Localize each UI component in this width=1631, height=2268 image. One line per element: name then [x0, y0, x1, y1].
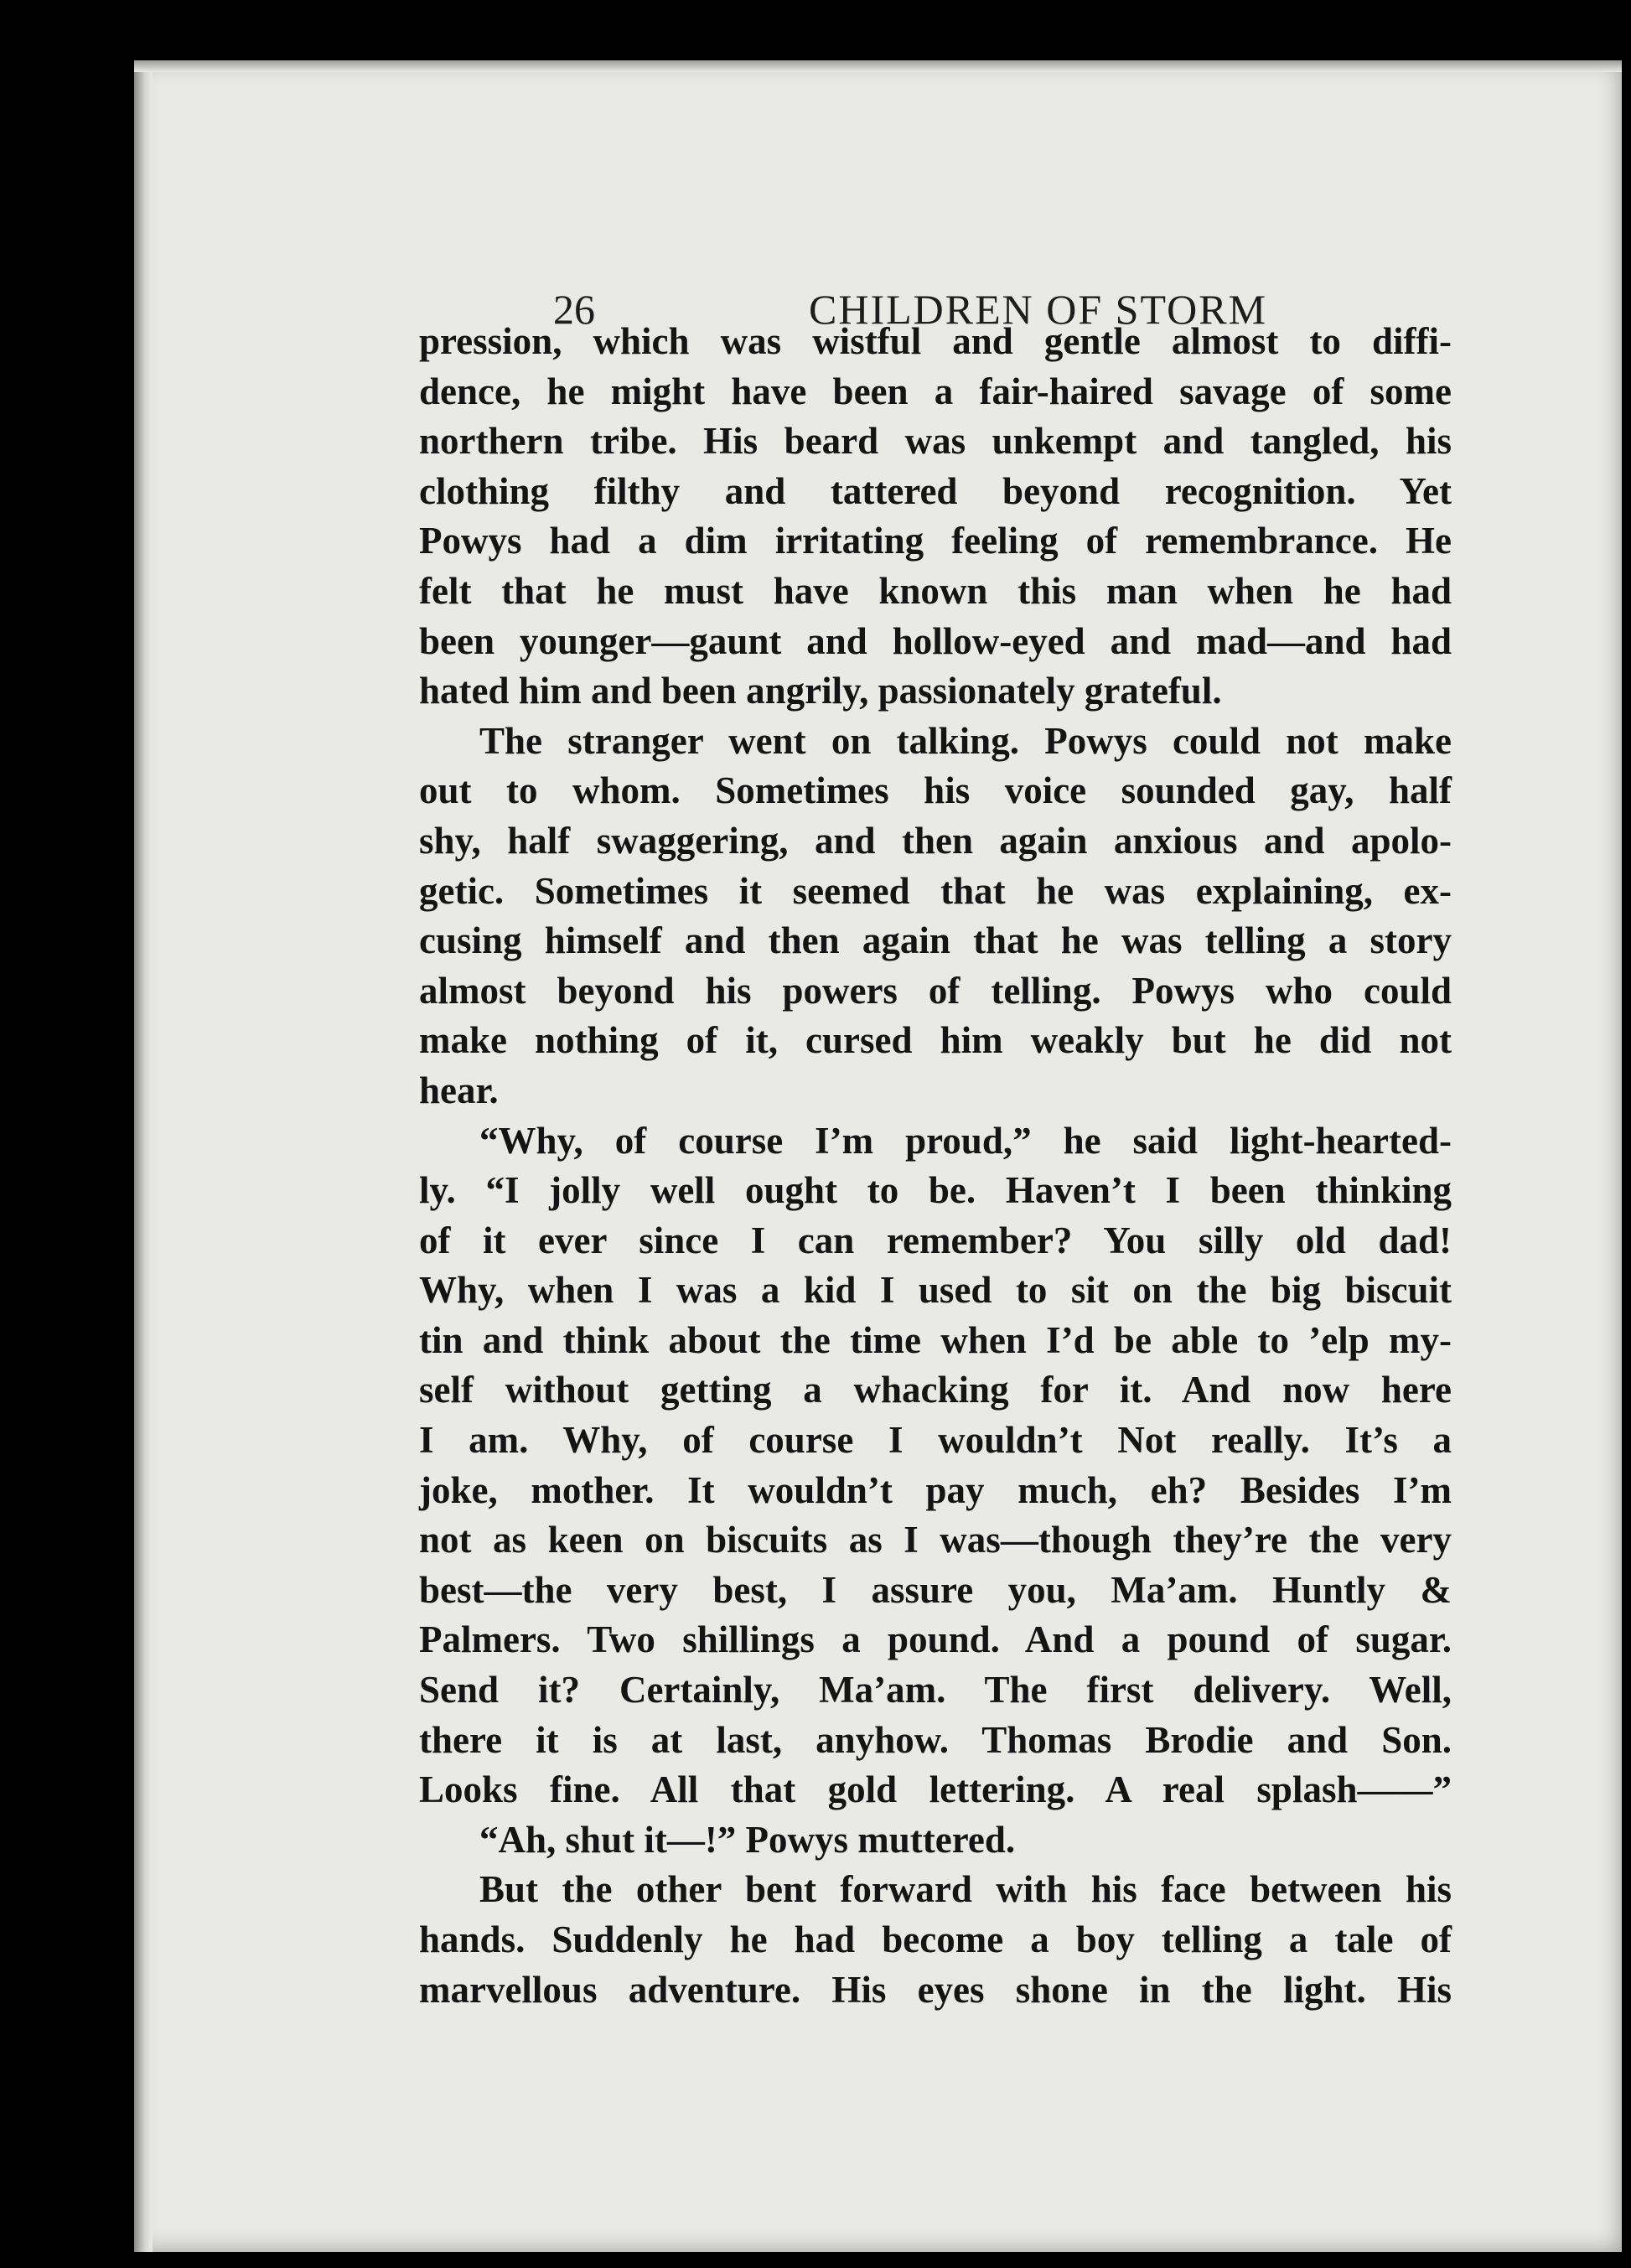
text-line: hands. Suddenly he had become a boy telling a tale of	[419, 1918, 1452, 1960]
text-line: make nothing of it, cursed him weakly but he did not	[419, 1019, 1452, 1062]
text-line: dence, he might have been a fair-haired savage of some	[419, 370, 1452, 412]
text-line: getic. Sometimes it seemed that he was explaining, ex-	[419, 869, 1452, 912]
text-line: “Why, of course I’m proud,” he said light-hearted-	[479, 1119, 1452, 1162]
text-line: there it is at last, anyhow. Thomas Brodie and Son.	[419, 1718, 1452, 1761]
body-text	[419, 317, 1452, 2015]
paragraph	[419, 1865, 1452, 2015]
text-line: “Ah, shut it—!” Powys muttered.	[479, 1818, 1016, 1861]
text-line: almost beyond his powers of telling. Powys who could	[419, 969, 1452, 1012]
running-title: CHILDREN OF STORM	[809, 286, 1268, 333]
text-line: Palmers. Two shillings a pound. And a pound of sugar.	[419, 1618, 1452, 1661]
text-line: I am. Why, of course I wouldn’t Not really. It’s a	[419, 1419, 1452, 1462]
text-line: best—the very best, I assure you, Ma’am. Huntly &	[419, 1568, 1452, 1611]
page-number: 26	[553, 286, 595, 333]
text-line: not as keen on biscuits as I was—though they’re the very	[419, 1519, 1452, 1561]
text-line: The stranger went on talking. Powys could not make	[479, 719, 1452, 762]
text-line: Powys had a dim irritating feeling of remembrance. He	[419, 520, 1452, 562]
text-line: cusing himself and then again that he was telling a story	[419, 919, 1452, 962]
text-line: shy, half swaggering, and then again anxious and apolo-	[419, 819, 1452, 862]
text-line: Send it? Certainly, Ma’am. The first delivery. Well,	[419, 1669, 1452, 1711]
text-line: of it ever since I can remember? You silly old dad!	[419, 1219, 1452, 1261]
text-line: Looks fine. All that gold lettering. A real splash——”	[419, 1768, 1452, 1811]
text-line: northern tribe. His beard was unkempt and tangled, his	[419, 420, 1452, 463]
text-line: hated him and been angrily, passionately grateful.	[419, 670, 1222, 712]
text-line: joke, mother. It wouldn’t pay much, eh? Besides I’m	[419, 1468, 1452, 1511]
text-line: marvellous adventure. His eyes shone in the light. His	[419, 1968, 1452, 2011]
paragraph	[419, 717, 1452, 1116]
text-line: pression, which was wistful and gentle almost to diffi-	[419, 320, 1452, 362]
text-line: felt that he must have known this man when he had	[419, 569, 1452, 612]
text-line: ly. “I jolly well ought to be. Haven’t I been thinking	[419, 1169, 1452, 1212]
text-line: But the other bent forward with his face between his	[479, 1868, 1452, 1911]
text-line: clothing filthy and tattered beyond recognition. Yet	[419, 469, 1452, 512]
text-line: self without getting a whacking for it. And now here	[419, 1369, 1452, 1411]
paragraph	[419, 1815, 1452, 1866]
paragraph	[419, 1116, 1452, 1815]
text-line: out to whom. Sometimes his voice sounded gay, half	[419, 769, 1452, 812]
text-line: tin and think about the time when I’d be able to ’elp my-	[419, 1318, 1452, 1361]
text-line: been younger—gaunt and hollow-eyed and mad—and had	[419, 619, 1452, 662]
text-line: Why, when I was a kid I used to sit on the big biscuit	[419, 1269, 1452, 1312]
paragraph	[419, 317, 1452, 717]
text-line: hear.	[419, 1069, 499, 1111]
